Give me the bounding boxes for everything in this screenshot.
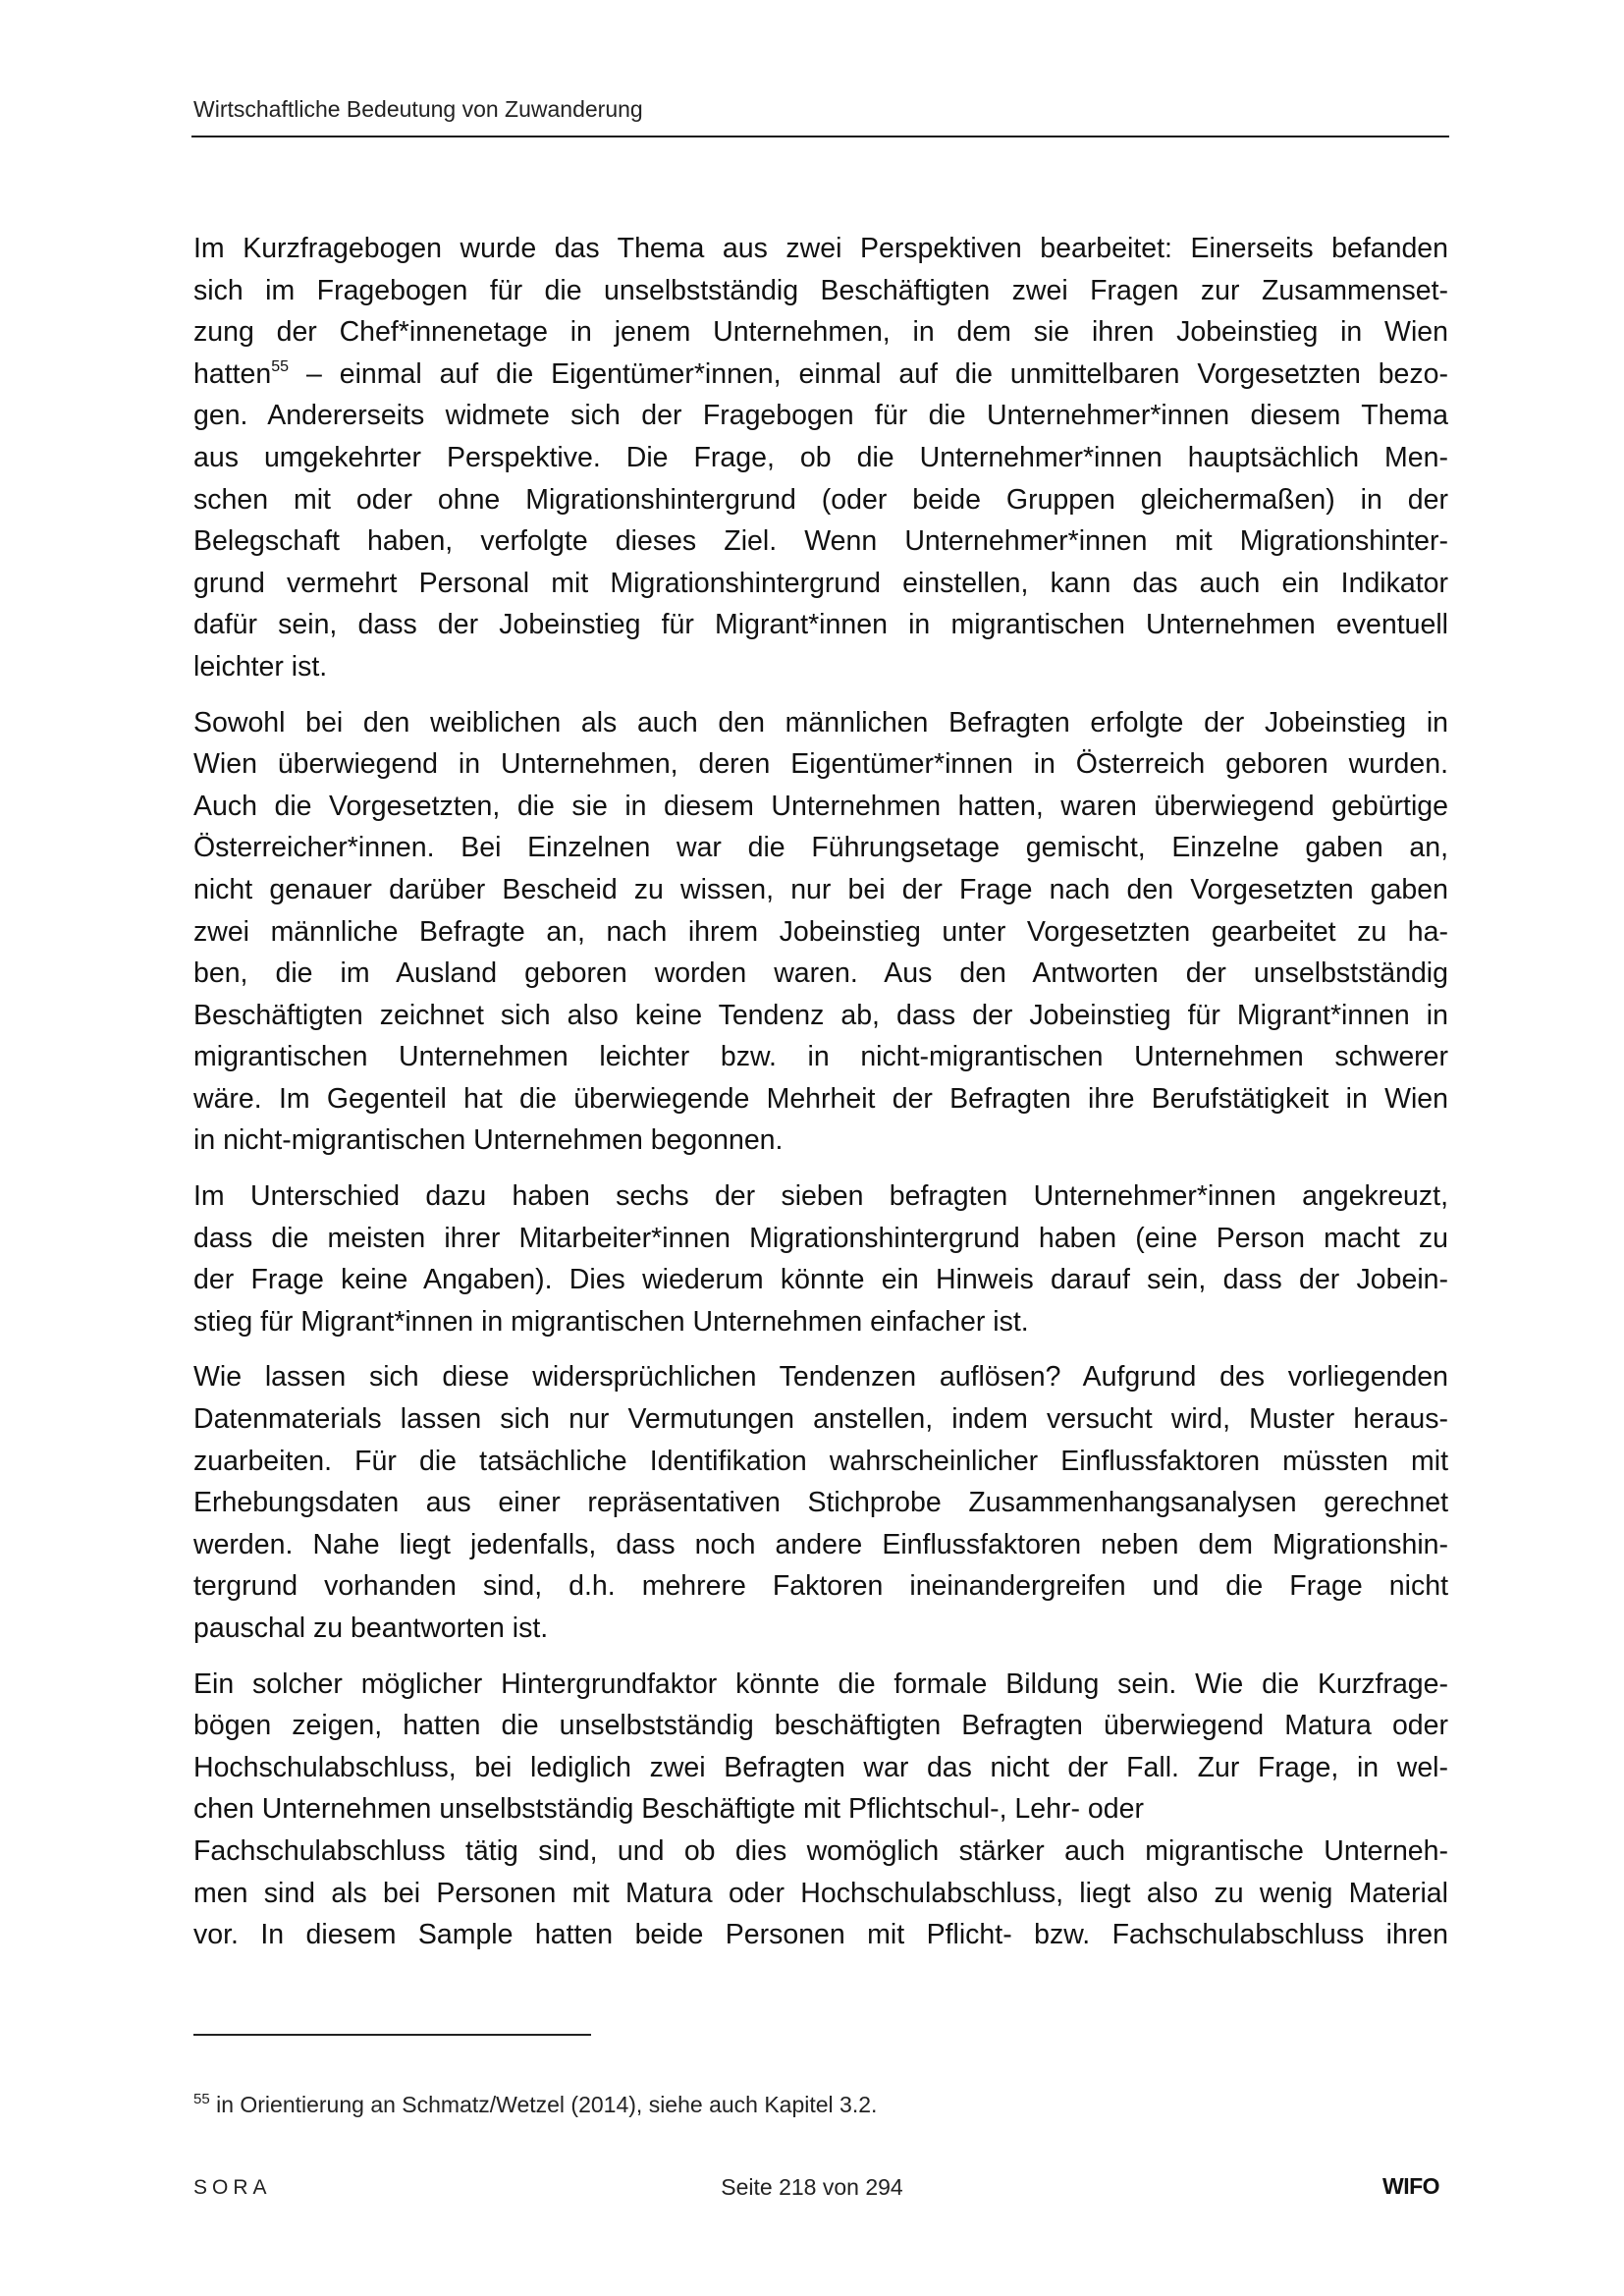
text-line-rest: – einmal auf die Eigentümer*innen, einmal auf die unmittelbaren Vorgesetzten bezo-: [305, 357, 1448, 390]
page-number: Seite 218 von 294: [721, 2174, 903, 2200]
text-line: Wien überwiegend in Unternehmen, deren Eigentümer*innen in Österreich geboren wurden.: [193, 748, 1448, 781]
text-line: dafür sein, dass der Jobeinstieg für Migrant*innen in migrantischen Unternehmen eventuell: [193, 609, 1448, 641]
footnote-separator: [193, 2034, 591, 2036]
text-line: Wie lassen sich diese widersprüchlichen Tendenzen auflösen? Aufgrund des vorliegenden: [193, 1361, 1448, 1394]
footnote-text: in Orientierung an Schmatz/Wetzel (2014), siehe auch Kapitel 3.2.: [209, 2092, 878, 2117]
text-line: zwei männliche Befragte an, nach ihrem Jobeinstieg unter Vorgesetzten gearbeitet zu ha-: [193, 915, 1448, 948]
text-line: nicht genauer darüber Bescheid zu wissen, nur bei der Frage nach den Vorgesetzten gaben: [193, 873, 1448, 905]
text-line: vor. In diesem Sample hatten beide Personen mit Pflicht- bzw. Fachschulabschluss ihren: [193, 1919, 1448, 1951]
text-line: Beschäftigten zeichnet sich also keine Tendenz ab, dass der Jobeinstieg für Migrant*innen in: [193, 999, 1448, 1031]
text-line-prefix: hatten: [193, 357, 272, 390]
paragraph-2: [193, 702, 1448, 1163]
text-line: schen mit oder ohne Migrationshintergrund (oder beide Gruppen gleichermaßen) in der: [193, 483, 1448, 516]
text-line: wäre. Im Gegenteil hat die überwiegende Mehrheit der Befragten ihre Berufstätigkeit in Wien: [193, 1082, 1448, 1115]
text-line: Im Kurzfragebogen wurde das Thema aus zwei Perspektiven bearbeitet: Einerseits befanden: [193, 233, 1448, 264]
text-line: in nicht-migrantischen Unternehmen begonnen.: [193, 1124, 784, 1157]
footnote-number: 55: [193, 2091, 210, 2107]
body-text: [193, 228, 1448, 1970]
text-line: Erhebungsdaten aus einer repräsentativen Stichprobe Zusammenhangsanalysen gerechnet: [193, 1487, 1448, 1519]
footnote: [193, 2092, 877, 2118]
text-line: aus umgekehrter Perspektive. Die Frage, ob die Unternehmer*innen hauptsächlich Men-: [193, 441, 1448, 473]
text-line: dass die meisten ihrer Mitarbeiter*innen Migrationshintergrund haben (eine Person macht zu: [193, 1222, 1448, 1254]
running-header: Wirtschaftliche Bedeutung von Zuwanderung: [193, 96, 643, 122]
text-line: pauschal zu beantworten ist.: [193, 1613, 549, 1644]
wifo-logo: WIFO: [1382, 2173, 1440, 2199]
text-line: Sowohl bei den weiblichen als auch den männlichen Befragten erfolgte der Jobeinstieg in: [193, 706, 1448, 738]
text-line: Fachschulabschluss tätig sind, und ob dies womöglich stärker auch migrantische Unterneh-: [193, 1834, 1448, 1867]
text-line: leichter ist.: [193, 650, 328, 683]
text-line: zuarbeiten. Für die tatsächliche Identifikation wahrscheinlicher Einflussfaktoren müssten mit: [193, 1445, 1448, 1477]
text-line: Belegschaft haben, verfolgte dieses Ziel. Wenn Unternehmer*innen mit Migrationshinter-: [193, 525, 1448, 558]
text-line: Im Unterschied dazu haben sechs der sieben befragten Unternehmer*innen angekreuzt,: [193, 1180, 1448, 1213]
text-line: migrantischen Unternehmen leichter bzw. in nicht-migrantischen Unternehmen schwerer: [193, 1041, 1448, 1073]
text-line: der Frage keine Angaben). Dies wiederum könnte ein Hinweis darauf sein, dass der Jobein-: [193, 1264, 1448, 1296]
paragraph-5: [193, 1664, 1448, 1956]
text-line: Ein solcher möglicher Hintergrundfaktor könnte die formale Bildung sein. Wie die Kurzfrage-: [193, 1667, 1448, 1700]
text-line: tergrund vorhanden sind, d.h. mehrere Faktoren ineinandergreifen und die Frage nicht: [193, 1570, 1448, 1603]
text-line: werden. Nahe liegt jedenfalls, dass noch andere Einflussfaktoren neben dem Migrationshin-: [193, 1528, 1448, 1560]
footnote-reference[interactable]: 55: [271, 357, 290, 375]
header-rule: [191, 136, 1449, 137]
text-line: Hochschulabschluss, bei lediglich zwei Befragten war das nicht der Fall. Zur Frage, in wel-: [193, 1751, 1448, 1783]
text-line-with-footnote: [193, 354, 1448, 396]
text-line: Österreicher*innen. Bei Einzelnen war die Führungsetage gemischt, Einzelne gaben an,: [193, 832, 1448, 864]
text-line: chen Unternehmen unselbstständig Beschäftigte mit Pflichtschul-, Lehr- oder: [193, 1793, 1144, 1826]
paragraph-1: [193, 228, 1448, 688]
text-line: ben, die im Ausland geboren worden waren. Aus den Antworten der unselbstständig: [193, 957, 1448, 990]
text-line: Datenmaterials lassen sich nur Vermutungen anstellen, indem versucht wird, Muster heraus-: [193, 1403, 1448, 1436]
text-line: Auch die Vorgesetzten, die sie in diesem Unternehmen hatten, waren überwiegend gebürtige: [193, 790, 1448, 822]
footer-sora-label: SORA: [193, 2176, 272, 2199]
text-line: gen. Andererseits widmete sich der Fragebogen für die Unternehmer*innen diesem Thema: [193, 400, 1448, 432]
text-line: grund vermehrt Personal mit Migrationshintergrund einstellen, kann das auch ein Indikator: [193, 567, 1448, 599]
text-line: bögen zeigen, hatten die unselbstständig beschäftigten Befragten überwiegend Matura oder: [193, 1710, 1448, 1742]
paragraph-3: [193, 1175, 1448, 1342]
text-line: men sind als bei Personen mit Matura oder Hochschulabschluss, liegt also zu wenig Material: [193, 1877, 1448, 1909]
text-line: stieg für Migrant*innen in migrantischen Unternehmen einfacher ist.: [193, 1305, 1029, 1338]
paragraph-4: [193, 1356, 1448, 1649]
text-line: zung der Chef*innenetage in jenem Unternehmen, in dem sie ihren Jobeinstieg in Wien: [193, 316, 1448, 349]
text-line: sich im Fragebogen für die unselbstständig Beschäftigten zwei Fragen zur Zusammenset-: [193, 274, 1448, 306]
